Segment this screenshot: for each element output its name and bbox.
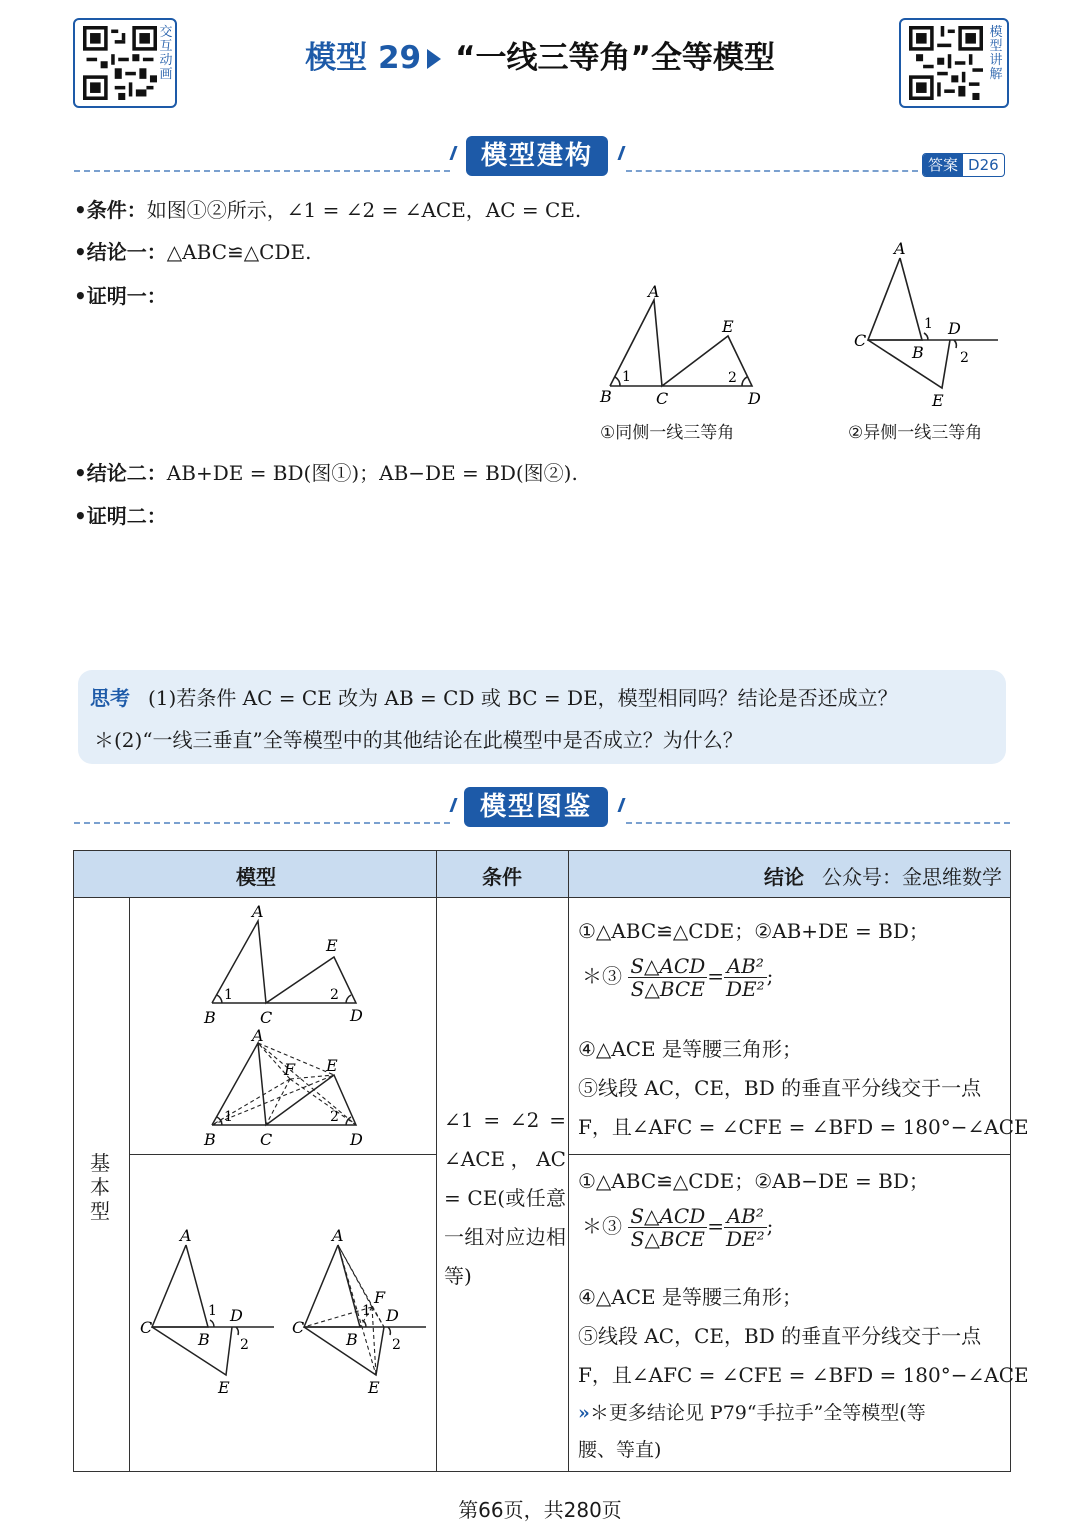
- svg-text:B: B: [204, 1008, 216, 1027]
- svg-text:B: B: [600, 387, 612, 406]
- opposite-side-c3: ＊③ $\frac{\text{S△ACD}}{\text{S△BCE}}$ = $\frac{\text{AB²}}{\text{DE²}}$ ;: [582, 1204, 774, 1251]
- conclusion2-text: AB+DE = BD(图①)；AB−DE = BD(图②).: [166, 461, 578, 485]
- play-triangle-icon: [427, 49, 441, 69]
- think-box: [78, 670, 1006, 764]
- svg-text:D: D: [948, 319, 961, 338]
- conclusion2-label: •结论二：: [74, 461, 167, 485]
- svg-text:C: C: [854, 331, 867, 350]
- svg-text:D: D: [350, 1130, 363, 1149]
- svg-text:E: E: [722, 317, 734, 336]
- double-arrow-icon: »: [578, 1402, 590, 1424]
- more-a: ＊更多结论见 P79“手拉手”全等模型(等: [589, 1402, 926, 1424]
- same-side-c5b: F，且∠AFC = ∠CFE = ∠BFD = 180°−∠ACE: [578, 1115, 1029, 1139]
- col-condition: 条件: [482, 865, 522, 889]
- model-number: 模型 29: [305, 40, 422, 76]
- section-title-gallery: 模型图鉴: [464, 787, 608, 827]
- condition-text: 如图①②所示，∠1 = ∠2 = ∠ACE，AC = CE.: [146, 198, 582, 222]
- same-side-c3: ＊③ $\frac{\text{S△ACD}}{\text{S△BCE}}$ = $\frac{\text{AB²}}{\text{DE²}}$ ;: [582, 954, 774, 1001]
- svg-text:C: C: [260, 1008, 273, 1027]
- think-label: 思考: [90, 686, 130, 710]
- more-conclusions-cont: 腰、等直): [578, 1439, 662, 1461]
- svg-text:A: A: [894, 239, 906, 258]
- section-divider-left: [74, 170, 450, 172]
- svg-text:1: 1: [362, 1303, 371, 1319]
- answer-badge[interactable]: [922, 153, 1005, 177]
- opposite-side-c5b: F，且∠AFC = ∠CFE = ∠BFD = 180°−∠ACE: [578, 1363, 1029, 1387]
- answer-code: D26: [968, 156, 999, 174]
- watermark: 公众号：金思维数学: [822, 865, 1002, 889]
- svg-text:1: 1: [622, 369, 631, 385]
- svg-text:E: E: [368, 1378, 380, 1397]
- svg-text:A: A: [332, 1226, 344, 1245]
- c3-prefix: ＊③: [582, 964, 622, 988]
- svg-text:2: 2: [728, 370, 737, 386]
- c3-prefix: ＊③: [582, 1214, 622, 1238]
- svg-text:A: A: [648, 282, 660, 301]
- svg-text:D: D: [230, 1306, 243, 1325]
- side-ratio: $\frac{\text{AB²}}{\text{DE²}}$: [726, 954, 765, 1001]
- section-divider-right: [626, 822, 1010, 824]
- page-footer: 第66页，共280页: [458, 1498, 622, 1522]
- svg-text:C: C: [260, 1130, 273, 1149]
- opposite-side-c5a: ⑤线段 AC，CE，BD 的垂直平分线交于一点: [578, 1324, 982, 1348]
- col-conclusion: 结论: [764, 865, 804, 889]
- svg-text:2: 2: [240, 1337, 249, 1353]
- figure-same-side: [590, 278, 780, 410]
- figure-opposite-side: [850, 236, 1010, 414]
- section-divider-right: [626, 170, 918, 172]
- table-header: [74, 851, 1010, 898]
- svg-text:E: E: [326, 1056, 338, 1075]
- table-figure-opposite-side: [134, 1223, 284, 1401]
- svg-text:A: A: [180, 1226, 192, 1245]
- think-question-1: [90, 682, 898, 711]
- page-title: [0, 32, 1080, 77]
- proof2-label: •证明二：: [74, 504, 167, 528]
- opposite-side-c4: ④△ACE 是等腰三角形；: [578, 1285, 803, 1309]
- svg-text:C: C: [140, 1318, 153, 1337]
- area-ratio: $\frac{\text{S△ACD}}{\text{S△BCE}}$: [630, 1204, 706, 1251]
- svg-text:B: B: [204, 1130, 216, 1149]
- svg-text:E: E: [326, 936, 338, 955]
- section-divider-left: [74, 822, 450, 824]
- table-figure-same-side-f: [194, 1027, 374, 1153]
- conclusion1-text: △ABC≌△CDE.: [166, 240, 312, 264]
- svg-text:2: 2: [330, 1109, 339, 1125]
- svg-text:A: A: [252, 1027, 264, 1045]
- col-divider: [568, 851, 569, 1471]
- svg-text:E: E: [932, 391, 944, 410]
- answer-label: 答案: [923, 154, 963, 176]
- qr-left-label: 交互动画: [159, 25, 173, 82]
- more-conclusions[interactable]: [578, 1398, 926, 1425]
- proof1-label: •证明一：: [74, 284, 167, 308]
- svg-text:A: A: [252, 903, 264, 921]
- row-label: 基本型: [90, 1151, 110, 1223]
- svg-text:F: F: [374, 1288, 386, 1307]
- svg-text:B: B: [912, 343, 924, 362]
- figure1-caption: ①同侧一线三等角: [600, 423, 735, 443]
- svg-text:B: B: [198, 1330, 210, 1349]
- same-side-c4: ④△ACE 是等腰三角形；: [578, 1037, 803, 1061]
- qr-right-label: 模型讲解: [989, 25, 1003, 82]
- svg-text:2: 2: [392, 1337, 401, 1353]
- row-divider: [568, 1154, 1010, 1155]
- table-figure-same-side: [194, 903, 374, 1029]
- condition-line: [74, 194, 581, 223]
- col-divider: [129, 897, 130, 1471]
- divider-tick-icon: [617, 146, 625, 160]
- think-question-2: ＊(2)“一线三垂直”全等模型中的其他结论在此模型中是否成立？为什么？: [94, 728, 743, 752]
- side-ratio: $\frac{\text{AB²}}{\text{DE²}}$: [726, 1204, 765, 1251]
- svg-text:D: D: [386, 1306, 399, 1325]
- col-divider: [436, 851, 437, 1471]
- same-side-c5a: ⑤线段 AC，CE，BD 的垂直平分线交于一点: [578, 1076, 982, 1100]
- svg-text:2: 2: [960, 350, 969, 366]
- row-divider: [129, 1154, 436, 1155]
- svg-text:C: C: [656, 389, 669, 408]
- svg-text:1: 1: [924, 316, 933, 332]
- svg-text:E: E: [218, 1378, 230, 1397]
- same-side-c1: ①△ABC≌△CDE；②AB+DE = BD；: [578, 919, 929, 943]
- think-q1: (1)若条件 AC = CE 改为 AB = CD 或 BC = DE，模型相同吗？结论是否还成立？: [148, 686, 898, 710]
- svg-text:F: F: [284, 1060, 296, 1079]
- conclusion1-label: •结论一：: [74, 240, 167, 264]
- area-ratio: $\frac{\text{S△ACD}}{\text{S△BCE}}$: [630, 954, 706, 1001]
- svg-text:B: B: [346, 1330, 358, 1349]
- svg-text:1: 1: [208, 1303, 217, 1319]
- svg-text:D: D: [748, 389, 761, 408]
- svg-text:1: 1: [224, 987, 233, 1003]
- col-model: 模型: [236, 865, 276, 889]
- model-title: “一线三等角”全等模型: [455, 40, 775, 76]
- figure2-caption: ②异侧一线三等角: [848, 423, 983, 443]
- opposite-side-c1: ①△ABC≌△CDE；②AB−DE = BD；: [578, 1169, 929, 1193]
- svg-text:D: D: [350, 1006, 363, 1025]
- condition-label: •条件：: [74, 198, 147, 222]
- condition-cell: ∠1 = ∠2 = ∠ACE，AC = CE(或任意一组对应边相等): [444, 1108, 566, 1288]
- divider-tick-icon: [617, 798, 625, 812]
- section-title-build: 模型建构: [466, 136, 608, 176]
- model-table: [73, 850, 1029, 1472]
- divider-tick-icon: [449, 146, 457, 160]
- svg-text:1: 1: [224, 1109, 233, 1125]
- table-figure-opposite-side-f: [286, 1223, 436, 1401]
- proof2-line: [74, 500, 167, 529]
- svg-text:2: 2: [330, 987, 339, 1003]
- proof1-line: [74, 280, 167, 309]
- conclusion2-line: [74, 457, 578, 486]
- divider-tick-icon: [449, 798, 457, 812]
- svg-text:C: C: [292, 1318, 305, 1337]
- conclusion1-line: [74, 236, 311, 265]
